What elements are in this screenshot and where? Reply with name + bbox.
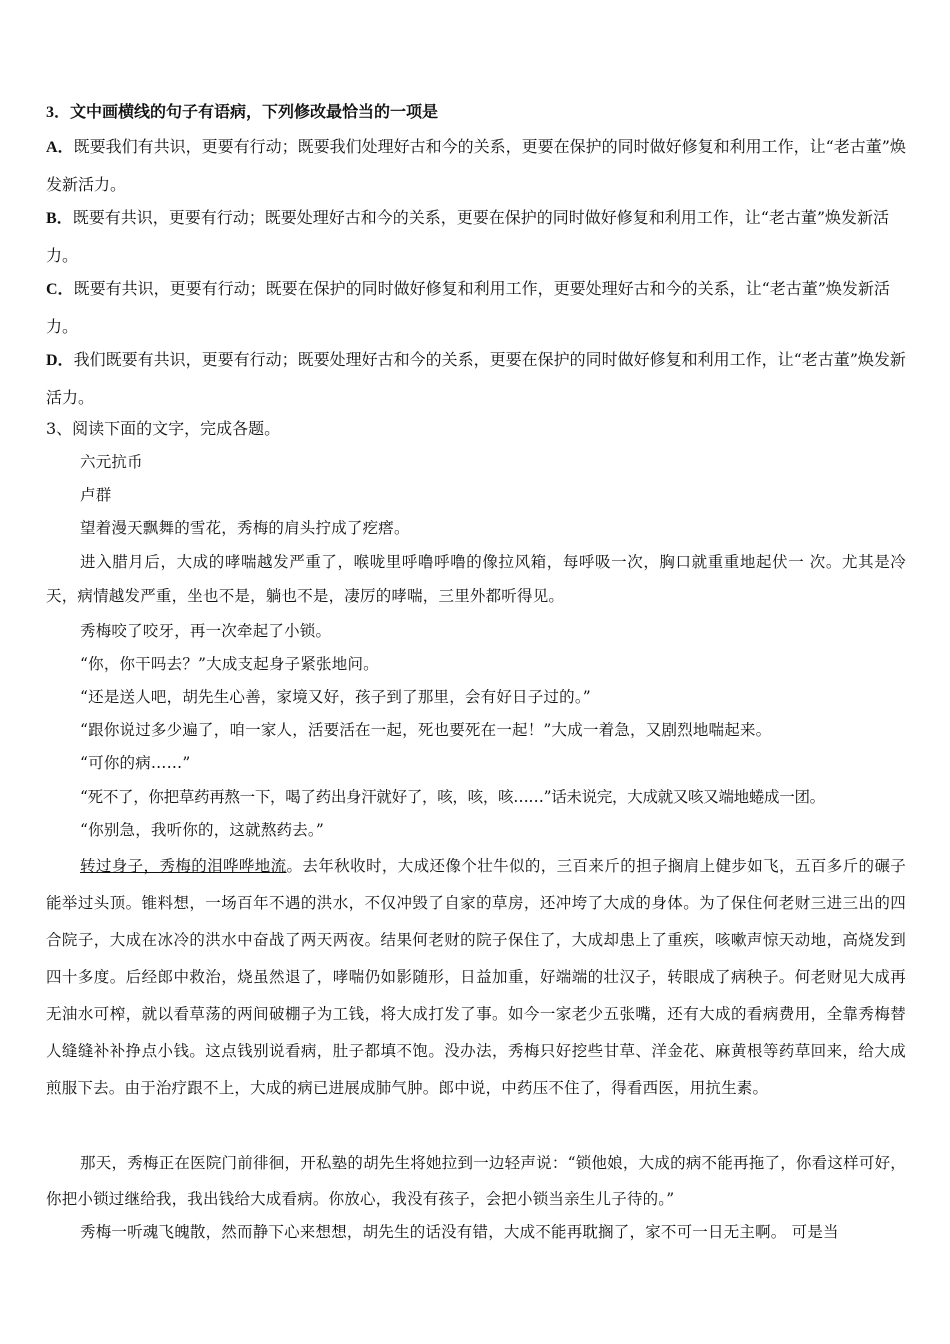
story-paragraph-long-text: 。去年秋收时，大成还像个壮牛似的，三百来斤的担子搁肩上健步如飞，五百多斤的碾子能举过头顶。锥料想，一场百年不遇的洪水，不仅冲毁了自家的草房，还冲垮了大成的身体。为了保住何老财三进三出的四合院子，大成在冰冷的洪水中奋战了两天两夜。结果何老财的院子保住了，大成却患上了重疾，咳嗽声惊天动地，高烧发到四十多度。后经郎中救治，烧虽然退了，哮喘仍如影随形，日益加重，好端端的壮汉子，转眼成了病秧子。何老财见大成再无油水可榨，就以看草荡的两间破棚子为工钱，将大成打发了事。如今一家老少五张嘴，还有大成的看病费用，全靠秀梅替人缝缝补补挣点小钱。这点钱别说看病，肚子都填不饱。没办法，秀梅只好挖些甘草、洋金花、麻黄根等药草回来，给大成煎服下去。由于治疗跟不上，大成的病已进展成肺气肿。郎中说，中药压不住了，得看西医，用抗生素。 bbox=[46, 857, 906, 1097]
option-d-label: D． bbox=[46, 352, 74, 369]
story-paragraph: 那天，秀梅正在医院门前徘徊，开私塾的胡先生将她拉到一边轻声说：“锁他娘，大成的病不能再拖了，你看这样可好，你把小锁过继给我，我出钱给大成看病。你放心，我没有孩子，会把小锁当亲生儿子待的。” bbox=[46, 1154, 906, 1208]
option-d-text: 我们既要有共识，更要有行动；既要处理好古和今的关系，更要在保护的同时做好修复和利用工作，让“老古董”焕发新活力。 bbox=[46, 350, 906, 407]
option-b-text: 既要有共识，更要有行动；既要处理好古和今的关系，更要在保护的同时做好修复和利用工作，让“老古董”焕发新活力。 bbox=[46, 208, 890, 265]
story-title: 六元抗币 bbox=[80, 453, 143, 471]
option-c-text: 既要有共识，更要有行动；既要在保护的同时做好修复和利用工作，更要处理好古和今的关系，让“老古董”焕发新活力。 bbox=[46, 279, 890, 336]
option-a-text: 既要我们有共识，更要有行动；既要我们处理好古和今的关系，更要在保护的同时做好修复和利用工作，让“老古董”焕发新活力。 bbox=[46, 137, 906, 194]
story-paragraph: “死不了，你把草药再熬一下，喝了药出身汗就好了，咳，咳，咳……”话未说完，大成就又咳又端地蜷成一团。 bbox=[80, 788, 825, 806]
underlined-sentence: 转过身子，秀梅的泪哗哗地流 bbox=[80, 857, 287, 875]
option-b-label: B． bbox=[46, 210, 73, 227]
option-b[interactable] bbox=[46, 199, 906, 274]
option-d[interactable] bbox=[46, 341, 906, 416]
story-paragraph: 进入腊月后，大成的哮喘越发严重了，喉咙里呼噜呼噜的像拉风箱，每呼吸一次，胸口就重重地起伏一 次。尤其是冷天，病情越发严重，坐也不是，躺也不是，凄厉的哮喘，三里外都听得见。 bbox=[46, 553, 906, 605]
story-paragraph: “跟你说过多少遍了，咱一家人，活要活在一起，死也要死在一起！”大成一着急，又剧烈地喘起来。 bbox=[80, 721, 772, 739]
story-author: 卢群 bbox=[80, 486, 112, 504]
option-a[interactable] bbox=[46, 128, 906, 203]
story-paragraph: 秀梅咬了咬牙，再一次牵起了小锁。 bbox=[80, 622, 332, 640]
story-paragraph: “你别急，我听你的，这就熬药去。” bbox=[80, 821, 324, 839]
option-c[interactable] bbox=[46, 270, 906, 345]
option-a-label: A． bbox=[46, 139, 74, 156]
story-paragraph: “可你的病……” bbox=[80, 754, 191, 772]
story-paragraph-long bbox=[46, 848, 906, 1107]
reading-intro: 3、阅读下面的文字，完成各题。 bbox=[46, 419, 281, 438]
story-paragraph: “还是送人吧，胡先生心善，家境又好，孩子到了那里，会有好日子过的。” bbox=[80, 688, 591, 706]
question-stem: 3．文中画横线的句子有语病，下列修改最恰当的一项是 bbox=[46, 104, 439, 121]
story-paragraph: “你，你干吗去？”大成支起身子紧张地问。 bbox=[80, 655, 379, 673]
story-paragraph: 望着漫天飘舞的雪花，秀梅的肩头拧成了疙瘩。 bbox=[80, 519, 410, 537]
story-paragraph: 秀梅一听魂飞魄散，然而静下心来想想，胡先生的话没有错，大成不能再耽搁了，家不可一日无主啊。 可是当 bbox=[80, 1223, 839, 1241]
option-c-label: C． bbox=[46, 281, 74, 298]
